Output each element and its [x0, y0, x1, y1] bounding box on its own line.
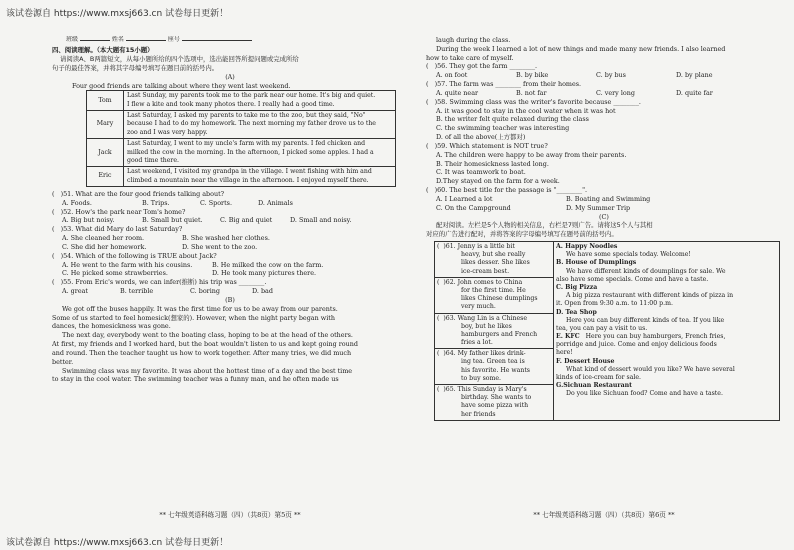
person-63: ( )63. Wang Lin is a Chinese boy, but he likes hamburgers and French fries a lot. [435, 314, 553, 350]
section-title: 四、阅读理解。（本大题有15小题） [52, 46, 154, 55]
answer-paren[interactable]: ( [426, 186, 435, 195]
c-instructions-1: 配对阅读。左栏是5个人物的相关信息，右栏是7则广告。请将这5个人与其相 [436, 221, 653, 230]
passage-a-intro: Four good friends are talking about where they went last weekend. [72, 81, 291, 90]
ad-c: C. Big Pizza A big pizza restaurant with different kinds of pizza in it. Open from 9:30 a.m. to 11:00 p.m. [556, 283, 734, 308]
ads-column [554, 242, 780, 421]
page-6 [426, 36, 782, 538]
table-name-cell: Tom [87, 91, 124, 111]
table-name-cell: Eric [87, 167, 124, 187]
question-57: ( )57. The farm was ________ from their homes. A. quite near B. not far C. very long D. quite far [426, 80, 713, 97]
ad-g: G.Sichuan Restaurant Do you like Sichuan food? Come and have a taste. [556, 382, 723, 398]
question-58: ( )58. Swimming class was the writer's favorite because ________. A. it was good to stay in the cool water when it was hot B. the writer felt quite relaxed during the class C. the swimming teacher was interesting D. of all the above(上方都对) [426, 97, 641, 142]
passage-b-label: (B) [225, 295, 235, 304]
table-text-cell: Last Saturday, I went to my uncle's farm with my parents. I fed chicken and milked the cow in the morning. In the afternoon, I picked some apples. I had a good time there. [124, 139, 396, 167]
answer-paren[interactable]: ( [426, 62, 435, 71]
site-banner-top: 该试卷源自 https://www.mxsj663.cn 试卷每日更新！ [6, 9, 229, 19]
table-row [87, 167, 396, 187]
question-56: ( )56. They got the farm ________. A. on foot B. by bike C. by bus D. by plane [426, 62, 713, 80]
answer-paren[interactable]: ( [437, 243, 444, 251]
person-61: ( )61. Jenny is a little bit heavy, but she really likes desser. She likes ice-cream best. [435, 242, 553, 278]
site-banner-bottom: 该试卷源自 https://www.mxsj663.cn 试卷每日更新！ [6, 538, 229, 548]
person-64: ( )64. My father likes drink- ing tea. Green tea is his favorite. He wants to buy some. [435, 349, 553, 385]
ad-b: B. House of Dumplings We have different kinds of doumplings for sale. We also have some specials. Come and have a taste. [556, 259, 726, 283]
instructions-line-2: 句子的最佳答案，并将其字母编号填写在题目前的括号内。 [52, 63, 219, 72]
passage-b-text: We got off the buses happily. It was the first time for us to be away from our parents. Some of us started to feel homesick(想家的). However, when the night party began with dances, the homesickness was gone. The next day, everybody went to the boating class, hoping to be at the head of the others. At first, my friends and I worked hard, but the boat wouldn't listen to us and kept going round and round. Then the teacher taught us how to work together. After many tries, we did much better. Swimming class was my favorite. It was about the hottest time of a day and the best time to stay in the cool water. The swimming teacher was a funny man, and he often made us [52, 304, 358, 384]
passage-b-continued: laugh during the class. During the week I learned a lot of new things and made many new friends. I also learned how to take care of myself. [426, 36, 726, 62]
field-class: 班级 [66, 36, 79, 43]
answer-paren[interactable]: ( [52, 190, 61, 198]
table-row [87, 111, 396, 139]
answer-paren[interactable]: ( [437, 314, 444, 322]
passage-a-table [86, 90, 396, 187]
question-59: ( )59. Which statement is NOT true? A. The children were happy to be away from their parents. B. Their homesickness lasted long. C. It was teamwork to boat. D.They stayed on the farm for a week. [426, 141, 627, 186]
table-name-cell: Jack [87, 139, 124, 167]
table-name-cell: Mary [87, 111, 124, 139]
person-65: ( )65. This Sunday is Mary's birthday. She wants to have some pizza with her friends [437, 386, 532, 418]
questions-56-60 [426, 62, 782, 212]
question-51: ( )51. What are the four good friends talking about? A. Foods. B. Trips. C. Sports. D. Animals [52, 190, 293, 207]
table-text-cell: Last weekend, I visited my grandpa in the village. I went fishing with him and climbed a mountain near the village in the afternoon. I enjoyed myself there. [124, 167, 396, 187]
question-53: ( )53. What did Mary do last Saturday? A. She cleaned her room. B. She washed her clothes. C. She did her homework. D. She went to the zoo. [52, 225, 270, 251]
answer-paren[interactable]: ( [426, 80, 435, 89]
question-54: ( )54. Which of the following is TRUE about Jack? A. He went to the farm with his cousins. B. He milked the cow on the farm. C. He picked some strawberries. D. He took many pictures there. [52, 251, 324, 278]
answer-paren[interactable]: ( [52, 225, 61, 234]
c-instructions-2: 对应的广告进行配对，并将答案的字母编号填写在题号前的括号内。 [426, 230, 618, 239]
ad-f: F. Dessert House What kind of dessert would you like? We have several kinds of ice-cream for sale. [556, 357, 735, 382]
passage-a-label: (A) [225, 72, 235, 81]
table-text-cell: Last Sunday, my parents took me to the park near our home. It's big and quiet. I flew a kite and took many photos there. I really had a good time. [124, 91, 396, 111]
answer-paren[interactable]: ( [426, 141, 435, 150]
matching-table [434, 241, 780, 421]
field-seat: 座号 [167, 36, 180, 43]
person-62: ( )62. John comes to China for the first time. He likes Chinese dumplings very much. [435, 278, 553, 314]
question-52: ( )52. How's the park near Tom's home? A. Big but noisy. B. Small but quiet. C. Big and quiet D. Small and noisy. [52, 207, 352, 225]
question-60: ( )60. The best title for the passage is "________". A. I Learned a lot B. Boating and Swimming C. On the Campground D. My Summer Trip [426, 186, 651, 212]
answer-paren[interactable]: ( [52, 251, 61, 260]
ad-d: D. Tea Shop Here you can buy different kinds of tea. If you like tea, you can pay a visit to us. [556, 308, 725, 332]
answer-paren[interactable]: ( [437, 350, 444, 358]
field-name: 姓名 [111, 36, 124, 43]
page-5 [52, 36, 408, 538]
answer-paren[interactable]: ( [426, 97, 435, 106]
answer-paren[interactable]: ( [437, 278, 444, 286]
questions-51-55 [52, 190, 408, 296]
page-footer: ** 七年级英语科练习题（四）（共8页）第6页 ** [533, 510, 675, 519]
table-row [87, 139, 396, 167]
table-text-cell: Last Saturday, I asked my parents to take me to the zoo, but they said, "No" because I had to do my homework. The next morning my father drove us to the zoo and I was very happy. [124, 111, 396, 139]
answer-paren[interactable]: ( [52, 278, 61, 287]
passage-c-label: (C) [599, 212, 609, 221]
answer-paren[interactable]: ( [437, 386, 444, 394]
ad-a: A. Happy Noodles We have some specials today. Welcome! [556, 243, 691, 259]
question-55: ( )55. From Eric's words, we can infer(推断) his trip was ________. A. great B. terrible C. boring D. bad [52, 278, 273, 296]
answer-paren[interactable]: ( [52, 207, 61, 216]
ad-e: E. KFC Here you can buy hamburgers, French fries, porridge and juice. Come and enjoy delicious foods here! [556, 333, 726, 357]
table-row [87, 91, 396, 111]
people-column [435, 242, 554, 421]
instructions-line-1: 请阅读A、B两篇短文，从每小题所给的四个选项中，选出能回答所提问题或完成所给 [60, 55, 299, 64]
student-fields [66, 36, 408, 44]
page-footer: ** 七年级英语科练习题（四）（共8页）第5页 ** [159, 510, 301, 519]
